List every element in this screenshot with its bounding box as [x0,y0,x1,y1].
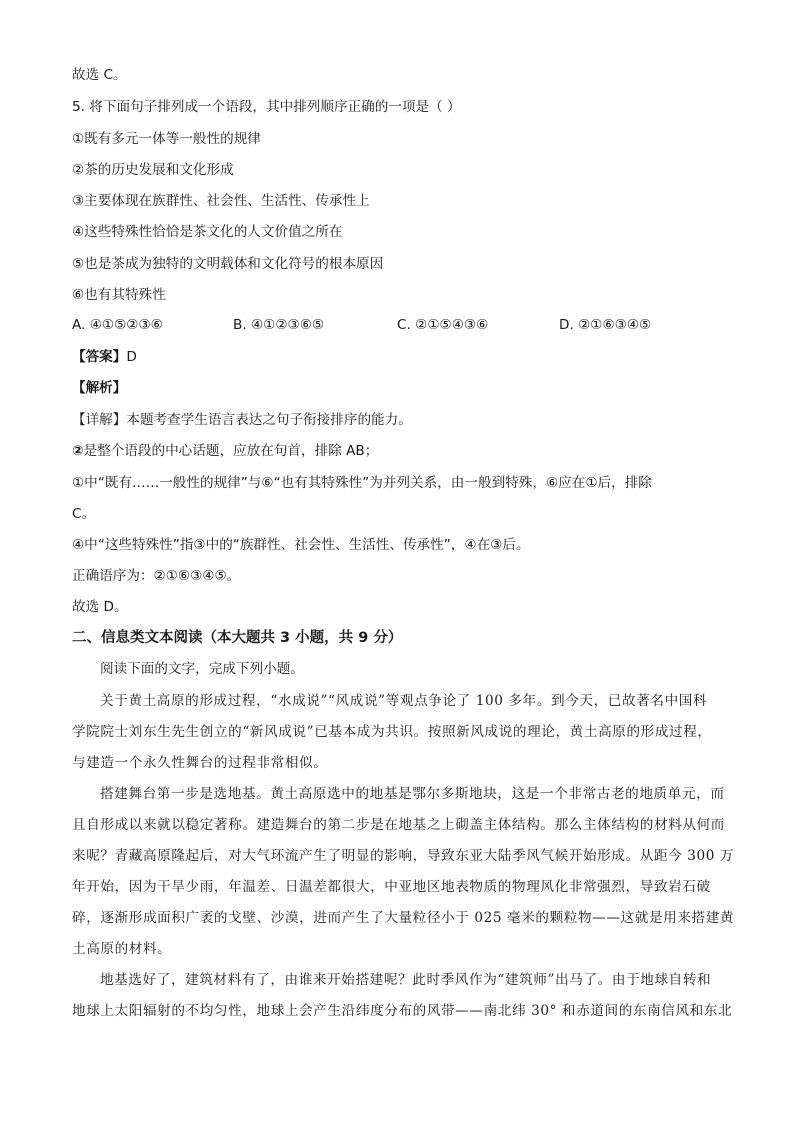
option-b: B. ④①②③⑥⑤ [233,317,325,333]
sentence-5: ⑤也是茶成为独特的文明载体和文化符号的根本原因 [72,256,384,272]
sentence-3: ③主要体现在族群性、社会性、生活性、传承性上 [72,193,370,209]
passage-line: 年开始，因为干旱少雨，年温差、日温差都很大，中亚地区地表物质的物理风化非常强烈，导致岩石破 [72,879,711,895]
analysis-paragraph-2-line-1: ①中“既有……一般性的规律”与⑥“也有其特殊性”为并列关系，由一般到特殊，⑥应在①后，排除 [72,475,652,491]
passage-line: 且自形成以来就以稳定著称。建造舞台的第二步是在地基之上砌盖主体结构。那么主体结构的材料从何而 [72,817,725,833]
passage-line: 土高原的材料。 [72,941,172,957]
answer-value: D [126,349,137,365]
question-stem: 5. 将下面句子排列成一个语段，其中排列顺序正确的一项是（ ） [72,99,461,115]
answer-tag: 【答案】 [72,349,127,365]
passage-line: 关于黄土高原的形成过程，“水成说”“风成说”等观点争论了 100 多年。到今天，已故著名中国科 [100,693,708,709]
correct-order: 正确语序为：②①⑥③④⑤。 [72,568,241,584]
passage-line: 地基选好了，建筑材料有了，由谁来开始搭建呢？此时季风作为“建筑师”出马了。由于地球自转和 [100,972,712,988]
option-a: A. ④①⑤②③⑥ [72,317,163,333]
passage-line: 来呢？青藏高原隆起后，对大气环流产生了明显的影响，导致东亚大陆季风气候开始形成。从距今 300 万 [72,848,735,864]
option-c: C. ②①⑤④③⑥ [397,317,489,333]
passage-line: 搭建舞台第一步是选地基。黄土高原选中的地基是鄂尔多斯地块，这是一个非常古老的地质单元，而 [100,786,725,802]
passage-line: 碎，逐渐形成面积广袤的戈壁、沙漠，进而产生了大量粒径小于 025 毫米的颗粒物——这就是用来搭建黄 [72,910,735,926]
sentence-1: ①既有多元一体等一般性的规律 [72,131,261,147]
sentence-6: ⑥也有其特殊性 [72,287,166,303]
option-d: D. ②①⑥③④⑤ [559,317,652,333]
passage-line: 与建造一个永久性舞台的过程非常相似。 [72,755,328,771]
passage-line: 学院院士刘东生先生创立的“新风成说”已基本成为共识。按照新风成说的理论，黄土高原的形成过程， [72,724,712,740]
analysis-tag: 【解析】 [72,380,127,396]
section-heading: 二、信息类文本阅读（本大题共 3 小题，共 9 分） [72,630,403,646]
analysis-paragraph-3: ④中“这些特殊性”指③中的“族群性、社会性、生活性、传承性”，④在③后。 [72,537,530,553]
previous-conclusion: 故选 C。 [72,67,127,83]
sentence-4: ④这些特殊性恰恰是茶文化的人文价值之所在 [72,224,343,240]
final-conclusion: 故选 D。 [72,599,128,615]
reading-instruction: 阅读下面的文字，完成下列小题。 [100,661,304,677]
analysis-paragraph-2-line-2: C。 [72,506,96,522]
passage-line: 地球上太阳辐射的不均匀性，地球上会产生沿纬度分布的风带——南北纬 30° 和赤道间的东南信风和东北 [72,1003,733,1019]
sentence-2: ②茶的历史发展和文化形成 [72,162,234,178]
answer-line [72,348,137,366]
analysis-paragraph-1: ②是整个语段的中心话题，应放在句首，排除 AB； [72,443,379,459]
answer-options [72,316,712,334]
analysis-detail: 【详解】本题考查学生语言表达之句子衔接排序的能力。 [72,412,412,428]
